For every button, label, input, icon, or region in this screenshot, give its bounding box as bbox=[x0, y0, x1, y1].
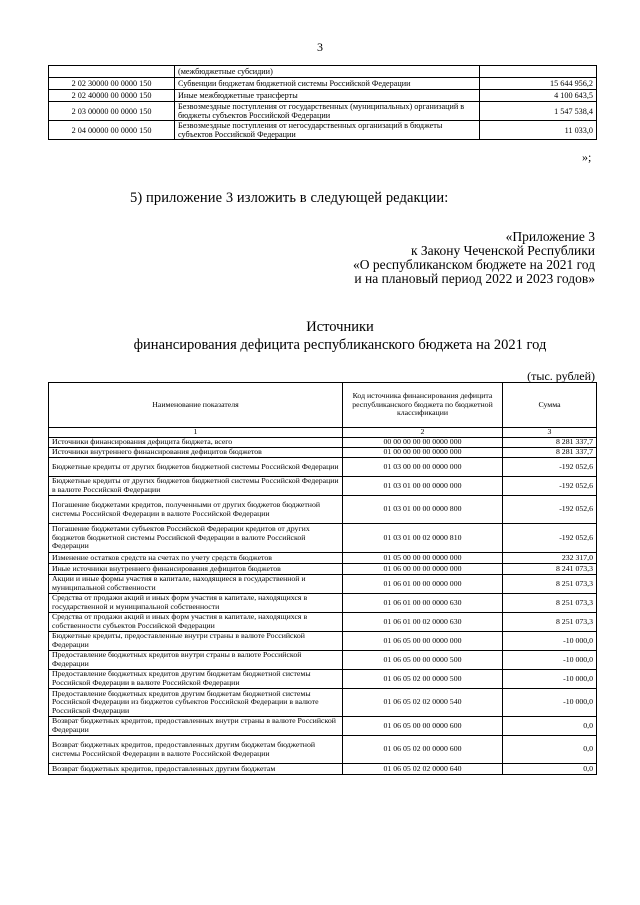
row-sum: 8 241 073,3 bbox=[503, 564, 597, 575]
appendix-line: «О республиканском бюджете на 2021 год bbox=[352, 257, 595, 272]
row-code bbox=[49, 66, 175, 78]
row-name: Субвенции бюджетам бюджетной системы Российской Федерации bbox=[175, 78, 480, 90]
row-code: 2 03 00000 00 0000 150 bbox=[49, 102, 175, 121]
row-name: Бюджетные кредиты от других бюджетов бюджетной системы Российской Федерации в валюте Российской Федерации bbox=[49, 477, 343, 496]
table-row bbox=[49, 121, 597, 140]
appendix-line: «Приложение 3 bbox=[505, 229, 595, 244]
table-row bbox=[49, 689, 597, 717]
row-name: Изменение остатков средств на счетах по учету средств бюджетов bbox=[49, 553, 343, 564]
row-sum: -192 052,6 bbox=[503, 458, 597, 477]
row-name: Предоставление бюджетных кредитов внутри страны в валюте Российской Федерации bbox=[49, 651, 343, 670]
column-number-row bbox=[49, 428, 597, 438]
table-row bbox=[49, 78, 597, 90]
row-sum: 1 547 538,4 bbox=[480, 102, 597, 121]
table-row bbox=[49, 102, 597, 121]
row-name: Источники внутреннего финансирования дефицитов бюджетов bbox=[49, 448, 343, 458]
row-sum: -10 000,0 bbox=[503, 689, 597, 717]
row-code: 00 00 00 00 00 0000 000 bbox=[343, 438, 503, 448]
table-row bbox=[49, 613, 597, 632]
row-name: Бюджетные кредиты, предоставленные внутри страны в валюте Российской Федерации bbox=[49, 632, 343, 651]
row-name: Погашение бюджетами кредитов, полученными от других бюджетов бюджетной системы Российской Федерации в валюте Российской Федерации bbox=[49, 496, 343, 524]
document-subtitle: финансирования дефицита республиканского бюджета на 2021 год bbox=[133, 337, 547, 353]
row-sum: -10 000,0 bbox=[503, 632, 597, 651]
row-sum: 8 281 337,7 bbox=[503, 438, 597, 448]
row-name: Погашение бюджетами субъектов Российской Федерации кредитов от других бюджетов бюджетной системы Российской Федерации в валюте Российской Федерации bbox=[49, 524, 343, 553]
table-row bbox=[49, 438, 597, 448]
appendix-line: и на плановый период 2022 и 2023 годов» bbox=[354, 271, 595, 286]
table-row bbox=[49, 90, 597, 102]
row-code: 2 02 40000 00 0000 150 bbox=[49, 90, 175, 102]
row-code: 01 03 01 00 00 0000 800 bbox=[343, 496, 503, 524]
table-row bbox=[49, 564, 597, 575]
row-sum: -192 052,6 bbox=[503, 496, 597, 524]
page-number: 3 bbox=[317, 40, 323, 54]
row-code: 01 06 00 00 00 0000 000 bbox=[343, 564, 503, 575]
appendix-header bbox=[353, 230, 595, 286]
row-code: 01 03 01 00 02 0000 810 bbox=[343, 524, 503, 553]
table-row bbox=[49, 524, 597, 553]
row-code: 01 06 05 00 00 0000 500 bbox=[343, 651, 503, 670]
row-name: Предоставление бюджетных кредитов другим бюджетам бюджетной системы Российской Федерации из бюджетов субъектов Российской Федерации в валюте Российской Федерации bbox=[49, 689, 343, 717]
document-title: Источники bbox=[306, 319, 374, 335]
table-row bbox=[49, 717, 597, 736]
row-code: 01 03 01 00 00 0000 000 bbox=[343, 477, 503, 496]
units-label: (тыс. рублей) bbox=[527, 369, 595, 383]
column-number: 3 bbox=[503, 428, 597, 438]
column-number: 2 bbox=[343, 428, 503, 438]
appendix-line: к Закону Чеченской Республики bbox=[410, 243, 595, 258]
row-name: Иные источники внутреннего финансирования дефицитов бюджетов bbox=[49, 564, 343, 575]
row-name: (межбюджетные субсидии) bbox=[175, 66, 480, 78]
closing-quote-mark: »; bbox=[582, 150, 592, 164]
row-code: 01 06 05 00 00 0000 600 bbox=[343, 717, 503, 736]
row-name: Возврат бюджетных кредитов, предоставленных другим бюджетам бюджетной системы Российской Федерации в валюте Российской Федерации bbox=[49, 736, 343, 764]
row-sum: 8 281 337,7 bbox=[503, 448, 597, 458]
row-sum: 0,0 bbox=[503, 736, 597, 764]
row-name: Безвозмездные поступления от государственных (муниципальных) организаций в бюджеты субъектов Российской Федерации bbox=[175, 102, 480, 121]
table-body bbox=[49, 438, 597, 775]
row-code: 01 06 05 02 02 0000 540 bbox=[343, 689, 503, 717]
row-name: Средства от продажи акций и иных форм участия в капитале, находящихся в государственной и муниципальной собственности bbox=[49, 594, 343, 613]
row-sum: 8 251 073,3 bbox=[503, 613, 597, 632]
row-sum: 15 644 956,2 bbox=[480, 78, 597, 90]
row-sum: 8 251 073,3 bbox=[503, 575, 597, 594]
table-row bbox=[49, 477, 597, 496]
table-row bbox=[49, 448, 597, 458]
row-name: Предоставление бюджетных кредитов другим бюджетам бюджетной системы Российской Федерации в валюте Российской Федерации bbox=[49, 670, 343, 689]
amendment-text: 5) приложение 3 изложить в следующей редакции: bbox=[130, 190, 449, 206]
row-code: 2 04 00000 00 0000 150 bbox=[49, 121, 175, 140]
row-sum bbox=[480, 66, 597, 78]
row-sum: -10 000,0 bbox=[503, 670, 597, 689]
table-row bbox=[49, 66, 597, 78]
row-name: Источники финансирования дефицита бюджета, всего bbox=[49, 438, 343, 448]
table-row bbox=[49, 575, 597, 594]
table-row bbox=[49, 458, 597, 477]
table-row bbox=[49, 670, 597, 689]
financing-sources-table bbox=[48, 382, 597, 775]
table-row bbox=[49, 764, 597, 775]
row-name: Иные межбюджетные трансферты bbox=[175, 90, 480, 102]
table-header-row bbox=[49, 383, 597, 428]
row-code: 01 06 01 00 00 0000 630 bbox=[343, 594, 503, 613]
row-code: 01 06 05 00 00 0000 000 bbox=[343, 632, 503, 651]
row-sum: 0,0 bbox=[503, 717, 597, 736]
row-sum: 4 100 643,5 bbox=[480, 90, 597, 102]
row-sum: -192 052,6 bbox=[503, 477, 597, 496]
header-name: Наименование показателя bbox=[49, 383, 343, 428]
row-name: Возврат бюджетных кредитов, предоставленных другим бюджетам bbox=[49, 764, 343, 775]
row-code: 01 06 05 02 02 0000 640 bbox=[343, 764, 503, 775]
row-code: 01 05 00 00 00 0000 000 bbox=[343, 553, 503, 564]
row-code: 01 00 00 00 00 0000 000 bbox=[343, 448, 503, 458]
row-name: Возврат бюджетных кредитов, предоставленных внутри страны в валюте Российской Федерации bbox=[49, 717, 343, 736]
row-code: 01 06 01 00 00 0000 000 bbox=[343, 575, 503, 594]
row-sum: 232 317,0 bbox=[503, 553, 597, 564]
row-code: 01 03 00 00 00 0000 000 bbox=[343, 458, 503, 477]
row-sum: 0,0 bbox=[503, 764, 597, 775]
row-name: Бюджетные кредиты от других бюджетов бюджетной системы Российской Федерации bbox=[49, 458, 343, 477]
row-code: 01 06 05 02 00 0000 500 bbox=[343, 670, 503, 689]
table-row bbox=[49, 736, 597, 764]
row-sum: 8 251 073,3 bbox=[503, 594, 597, 613]
row-sum: -192 052,6 bbox=[503, 524, 597, 553]
row-sum: -10 000,0 bbox=[503, 651, 597, 670]
table-row bbox=[49, 496, 597, 524]
row-name: Средства от продажи акций и иных форм участия в капитале, находящихся в собственности субъектов Российской Федерации bbox=[49, 613, 343, 632]
row-name: Безвозмездные поступления от негосударственных организаций в бюджеты субъектов Российской Федерации bbox=[175, 121, 480, 140]
revenue-table-continuation bbox=[48, 65, 597, 140]
column-number: 1 bbox=[49, 428, 343, 438]
row-code: 01 06 01 00 02 0000 630 bbox=[343, 613, 503, 632]
table-row bbox=[49, 594, 597, 613]
row-name: Акции и иные формы участия в капитале, находящиеся в государственной и муниципальной собственности bbox=[49, 575, 343, 594]
table-row bbox=[49, 632, 597, 651]
table-row bbox=[49, 553, 597, 564]
header-sum: Сумма bbox=[503, 383, 597, 428]
row-sum: 11 033,0 bbox=[480, 121, 597, 140]
row-code: 01 06 05 02 00 0000 600 bbox=[343, 736, 503, 764]
table-row bbox=[49, 651, 597, 670]
row-code: 2 02 30000 00 0000 150 bbox=[49, 78, 175, 90]
header-code: Код источника финансирования дефицита республиканского бюджета по бюджетной классификации bbox=[343, 383, 503, 428]
